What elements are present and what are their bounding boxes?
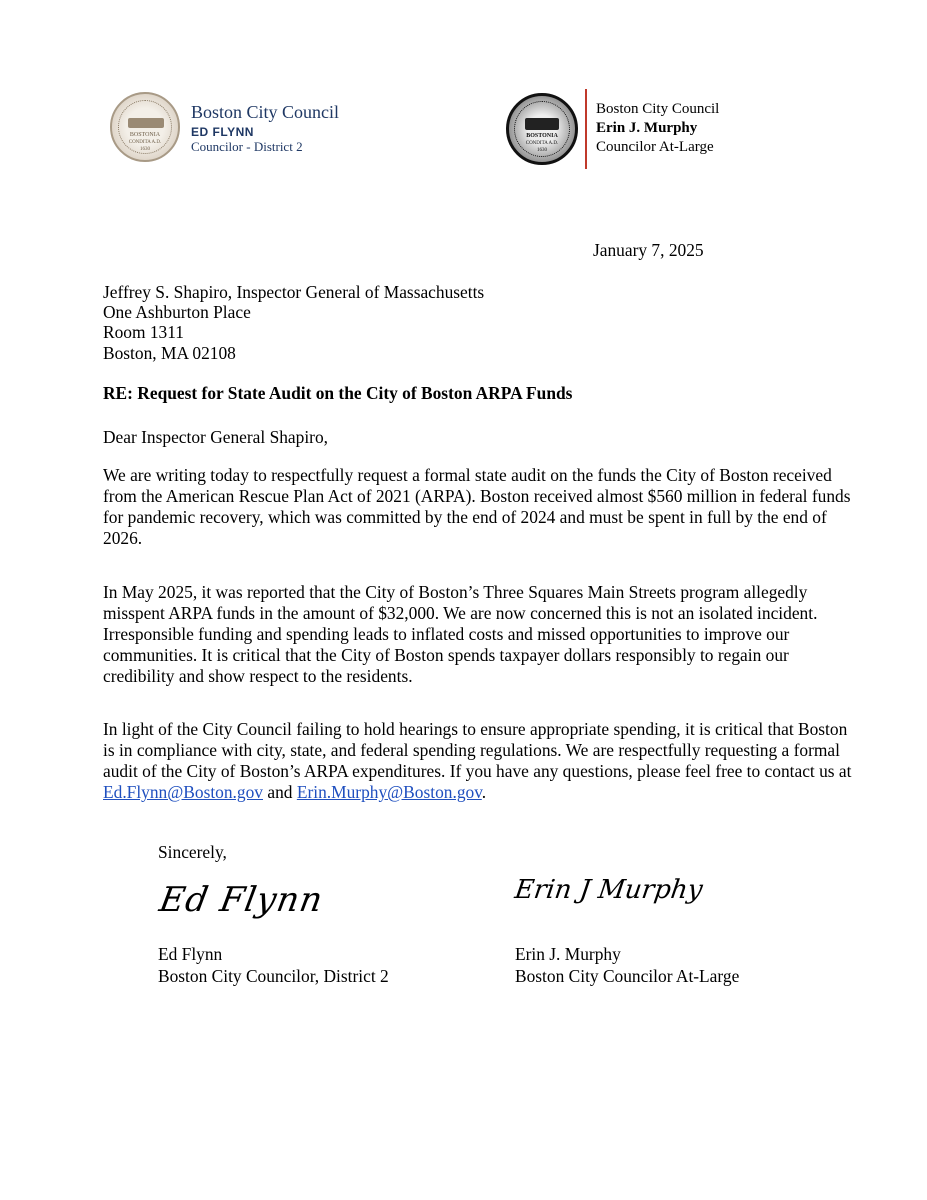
seal-right-text-2: CONDITA A.D.: [525, 141, 559, 146]
letter-date: January 7, 2025: [593, 240, 704, 260]
paragraph-2: In May 2025, it was reported that the City of Boston’s Three Squares Main Streets program allegedly misspent ARPA funds in the amount of $32,000. We are now concerned this is not an isolated incident. Irresponsible funding and spending leads to inflated costs and missed opportunities to improve our communities. It is critical that the City of Boston spends taxpayer dollars responsibly to regain our credibility and show respect to the residents.: [103, 582, 818, 686]
subject-line: RE: Request for State Audit on the City of Boston ARPA Funds: [103, 383, 573, 403]
paragraph-1: We are writing today to respectfully request a formal state audit on the funds the City of Boston received from the American Rescue Plan Act of 2021 (ARPA). Boston received almost $560 million in federal funds for pandemic recovery, which was committed by the end of 2024 and must be spent in full by the end of 2026.: [103, 465, 851, 548]
signer-left-name: Ed Flynn: [158, 944, 223, 964]
signer-right-title: Boston City Councilor At-Large: [515, 966, 740, 986]
recipient-line-3: Room 1311: [103, 322, 185, 342]
signer-right-name: Erin J. Murphy: [515, 944, 621, 964]
header-divider: [585, 89, 587, 169]
paragraph-3: [103, 719, 863, 803]
right-councilor-title: Councilor At-Large: [596, 139, 714, 155]
left-councilor-title: Councilor - District 2: [191, 139, 303, 154]
city-seal-left-icon: [110, 92, 180, 162]
signer-left-title: Boston City Councilor, District 2: [158, 966, 389, 986]
seal-left-text-1: BOSTONIA: [129, 132, 161, 138]
recipient-line-4: Boston, MA 02108: [103, 343, 236, 363]
paragraph-3-text: In light of the City Council failing to hold hearings to ensure appropriate spending, it is critical that Boston is in compliance with city, state, and federal spending regulations. We are respectfully requesting a formal audit of the City of Boston’s ARPA expenditures. If you have any questions, please feel free to contact us at: [103, 719, 852, 781]
email-link-flynn[interactable]: Ed.Flynn@Boston.gov: [103, 782, 263, 802]
paragraph-3-and: and: [267, 782, 293, 802]
left-org-name: Boston City Council: [191, 102, 340, 122]
right-councilor-name: Erin J. Murphy: [596, 120, 698, 136]
signature-murphy: Erin J Murphy: [512, 875, 705, 905]
seal-left-text-2: CONDITA A.D.: [128, 140, 162, 145]
left-councilor-name: ED FLYNN: [191, 125, 254, 139]
city-seal-right-icon: [506, 93, 578, 165]
recipient-line-2: One Ashburton Place: [103, 302, 251, 322]
right-org-name: Boston City Council: [596, 101, 720, 117]
salutation: Dear Inspector General Shapiro,: [103, 427, 329, 447]
closing: Sincerely,: [158, 842, 227, 862]
recipient-line-1: Jeffrey S. Shapiro, Inspector General of Massachusetts: [103, 282, 485, 302]
seal-left-text-3: 1630: [140, 147, 150, 152]
seal-right-text-1: BOSTONIA: [526, 133, 558, 139]
seal-right-text-3: 1630: [537, 148, 547, 153]
signature-flynn: Ed Flynn: [156, 880, 327, 920]
paragraph-3-end: .: [481, 782, 487, 802]
email-link-murphy[interactable]: Erin.Murphy@Boston.gov: [296, 782, 482, 802]
